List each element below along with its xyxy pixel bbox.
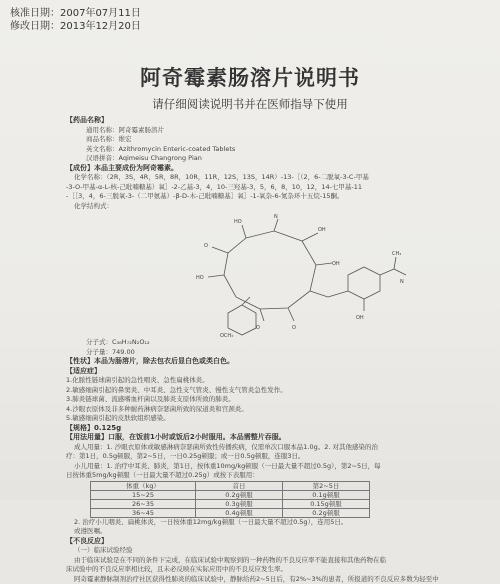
chemical-name-line: -［［3，4，6-三脱氧-3-（二甲氨基）-β-D-木-己吡喃糖基］氧］-1-氧杂-6-氮杂环十五烷-15酮。 (66, 192, 446, 202)
chemical-name-line: -3-O-甲基-α-L-核-己吡喃糖基）氧］-2-乙基-3，4，10-三羟基-3，5，6，8，10，12，14-七甲基-11 (66, 183, 446, 193)
english-name: 英文名称：Azithromycin Enteric-coated Tablets (66, 145, 446, 155)
svg-text:N: N (274, 214, 278, 220)
adverse-line: 阿奇霉素静脉制剂治疗社区获得性肺炎的临床试验中，静脉给药2~5日后，有2%~3%的患者，所报道的不良反应多数为轻至中 (66, 575, 446, 584)
table-header-cell: 首日 (196, 481, 283, 490)
pediatric-dose-table (90, 481, 370, 518)
table-cell: 0.15g顿服 (283, 499, 370, 508)
usage-line: 日按体重5mg/kg顿服（一日最大量不超过0.25g）或按下表服用： (66, 471, 446, 481)
usage-line: 2. 治疗小儿咽炎、扁桃体炎，一日按体重12mg/kg顿服（一日最大量不超过0.5g），连用5日。 (66, 518, 446, 528)
table-cell: 0.2g顿服 (196, 490, 283, 499)
svg-text:HO: HO (234, 219, 242, 225)
table-cell: 0.4g顿服 (196, 508, 283, 517)
svg-text:OH: OH (356, 315, 364, 321)
table-cell: 15~25 (91, 490, 196, 499)
svg-text:O: O (292, 325, 296, 331)
revision-date: 修改日期：2013年12月20日 (10, 20, 141, 33)
svg-text:HO: HO (196, 275, 204, 281)
svg-text:N: N (400, 279, 404, 285)
specification: 【规格】0.125g (66, 424, 446, 434)
table-cell: 26~35 (91, 499, 196, 508)
table-header-cell: 体重（kg） (91, 481, 196, 490)
table-row (91, 490, 370, 499)
adverse-line: 床试验中的不良反应率相比较，且未必反映在实际应用中的不良反应发生率。 (66, 565, 446, 575)
usage-line: 疗：第1日，0.5g顿服，第2~5日，一日0.25g顿服；或一日0.5g顿服，连服3日。 (66, 452, 446, 462)
svg-text:OH: OH (318, 227, 326, 233)
table-row (91, 499, 370, 508)
usage-line: 或遵医嘱。 (66, 527, 446, 537)
table-row (91, 508, 370, 517)
table-cell: 0.3g顿服 (196, 499, 283, 508)
description: 【性状】本品为肠溶片，除去包衣后显白色或类白色。 (66, 357, 446, 367)
generic-name: 通用名称：阿奇霉素肠溶片 (66, 126, 446, 136)
document-subtitle: 请仔细阅读说明书并在医师指导下使用 (0, 96, 500, 112)
date-block (10, 7, 141, 33)
brand-name: 商品名称：维宏 (66, 135, 446, 145)
table-cell: 0.1g顿服 (283, 490, 370, 499)
chemical-name-line: 化学名称：（2R，3S，4R，5R，8R，10R，11R，12S，13S，14R）-13-［（2，6-二脱氧-3-C-甲基 (66, 173, 446, 183)
adverse-reactions-heading: 【不良反应】 (66, 537, 446, 547)
chemical-structure-diagram (96, 213, 426, 338)
composition-heading: 【成份】本品主要成份为阿奇霉素。 (66, 164, 446, 174)
table-cell: 0.2g顿服 (283, 508, 370, 517)
usage-heading: 【用法用量】口服，在饭前1小时或饭后2小时服用。本品需整片吞服。 (66, 433, 446, 443)
svg-text:OH: OH (332, 261, 340, 267)
indication-item: 1.化脓性链球菌引起的急性咽炎、急性扁桃体炎。 (66, 376, 446, 386)
svg-text:O: O (256, 325, 260, 331)
svg-text:CH₃: CH₃ (392, 251, 401, 257)
indication-item: 3.肺炎链球菌、流感嗜血杆菌以及肺炎支原体所致的肺炎。 (66, 395, 446, 405)
pinyin-name: 汉语拼音：Aqimeisu Changrong Pian (66, 154, 446, 164)
usage-line: 小儿用量：1. 治疗中耳炎、肺炎，第1日，按体重10mg/kg顿服（一日最大量不超过0.5g），第2~5日，每 (66, 462, 446, 472)
svg-text:O: O (204, 243, 208, 249)
document-title: 阿奇霉素肠溶片说明书 (0, 62, 500, 92)
table-header-cell: 第2~5日 (283, 481, 370, 490)
molecular-formula: 分子式：C₃₈H₇₂N₂O₁₂ (66, 338, 446, 348)
approval-date: 核准日期：2007年07月11日 (10, 7, 141, 20)
structure-label: 化学结构式： (66, 202, 446, 212)
indication-item: 5.敏感细菌引起的皮肤软组织感染。 (66, 414, 446, 424)
adverse-line: （一）临床试验经验 (66, 546, 446, 556)
adverse-line: 由于临床试验是在不同的条件下完成，在临床试验中观察到的一种药物的不良反应率不能直接和其他药物在临 (66, 556, 446, 566)
molecular-weight: 分子量：749.00 (66, 348, 446, 358)
usage-line: 成人用量：1. 沙眼衣原体或敏感淋病奈瑟菌所致性传播疾病，仅需单次口服本品1.0g。2. 对其他感染的治 (66, 443, 446, 453)
table-header-row (91, 481, 370, 490)
leaflet-body (66, 116, 446, 584)
indication-item: 2.敏感细菌引起的鼻窦炎、中耳炎、急性支气管炎、慢性支气管炎急性发作。 (66, 386, 446, 396)
section-heading-name: 【药品名称】 (66, 116, 446, 126)
structure-drawing (96, 213, 426, 338)
indications-heading: 【适应症】 (66, 367, 446, 377)
svg-text:OCH₃: OCH₃ (220, 333, 233, 338)
table-cell: 36~45 (91, 508, 196, 517)
indication-item: 4.沙眼衣原体及非多种耐药淋病奈瑟菌所致的尿道炎和宫颈炎。 (66, 405, 446, 415)
